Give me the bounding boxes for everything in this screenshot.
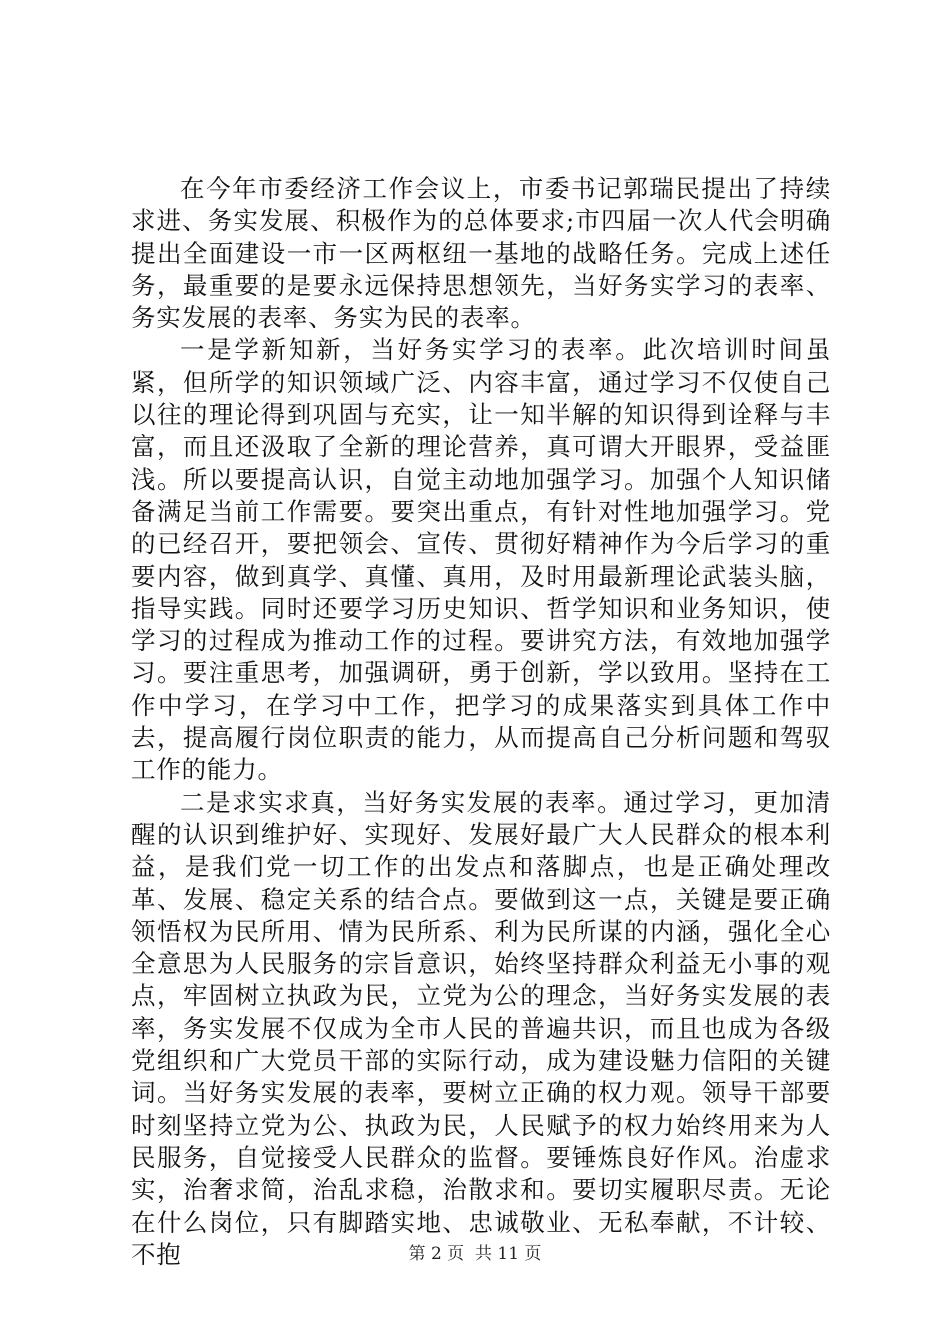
paragraph-intro: 在今年市委经济工作会议上，市委书记郭瑞民提出了持续求进、务实发展、积极作为的总体要求;市四届一次人代会明确提出全面建设一市一区两枢纽一基地的战略任务。完成上述任务，最重要的是要永远保持思想领先，当好务实学习的表率、务实发展的表率、务实为民的表率。 [131,174,831,333]
paragraph-point-two: 二是求实求真，当好务实发展的表率。通过学习，更加清醒的认识到维护好、实现好、发展好最广大人民群众的根本利益，是我们党一切工作的出发点和落脚点，也是正确处理改革、发展、稳定关系的结合点。要做到这一点，关键是要正确领悟权为民所用、情为民所系、利为民所谋的内涵，强化全心全意思为人民服务的宗旨意识，始终坚持群众利益无小事的观点，牢固树立执政为民，立党为公的理念，当好务实发展的表率，务实发展不仅成为全市人民的普遍共识，而且也成为各级党组织和广大党员干部的实际行动，成为建设魅力信阳的关键词。当好务实发展的表率，要树立正确的权力观。领导干部要时刻坚持立党为公、执政为民，人民赋予的权力始终用来为人民服务，自觉接受人民群众的监督。要锤炼良好作风。治虚求实，治奢求简，治乱求稳，治散求和。要切实履职尽责。无论在什么岗位，只有脚踏实地、忠诚敬业、无私奉献，不计较、不抱 [131,787,831,1269]
paragraph-point-one: 一是学新知新，当好务实学习的表率。此次培训时间虽紧，但所学的知识领域广泛、内容丰富，通过学习不仅使自己以往的理论得到巩固与充实，让一知半解的知识得到诠释与丰富，而且还汲取了全新的理论营养，真可谓大开眼界，受益匪浅。所以要提高认识，自觉主动地加强学习。加强个人知识储备满足当前工作需要。要突出重点，有针对性地加强学习。党的已经召开，要把领会、宣传、贯彻好精神作为今后学习的重要内容，做到真学、真懂、真用，及时用最新理论武装头脑，指导实践。同时还要学习历史知识、哲学知识和业务知识，使学习的过程成为推动工作的过程。要讲究方法，有效地加强学习。要注重思考，加强调研，勇于创新，学以致用。坚持在工作中学习，在学习中工作，把学习的成果落实到具体工作中去，提高履行岗位职责的能力，从而提高自己分析问题和驾驭工作的能力。 [131,335,831,785]
page-footer [0,1243,950,1265]
page-total: 共 11 页 [474,1244,542,1264]
document-body [131,173,831,1271]
page-number: 第 2 页 [408,1244,465,1264]
